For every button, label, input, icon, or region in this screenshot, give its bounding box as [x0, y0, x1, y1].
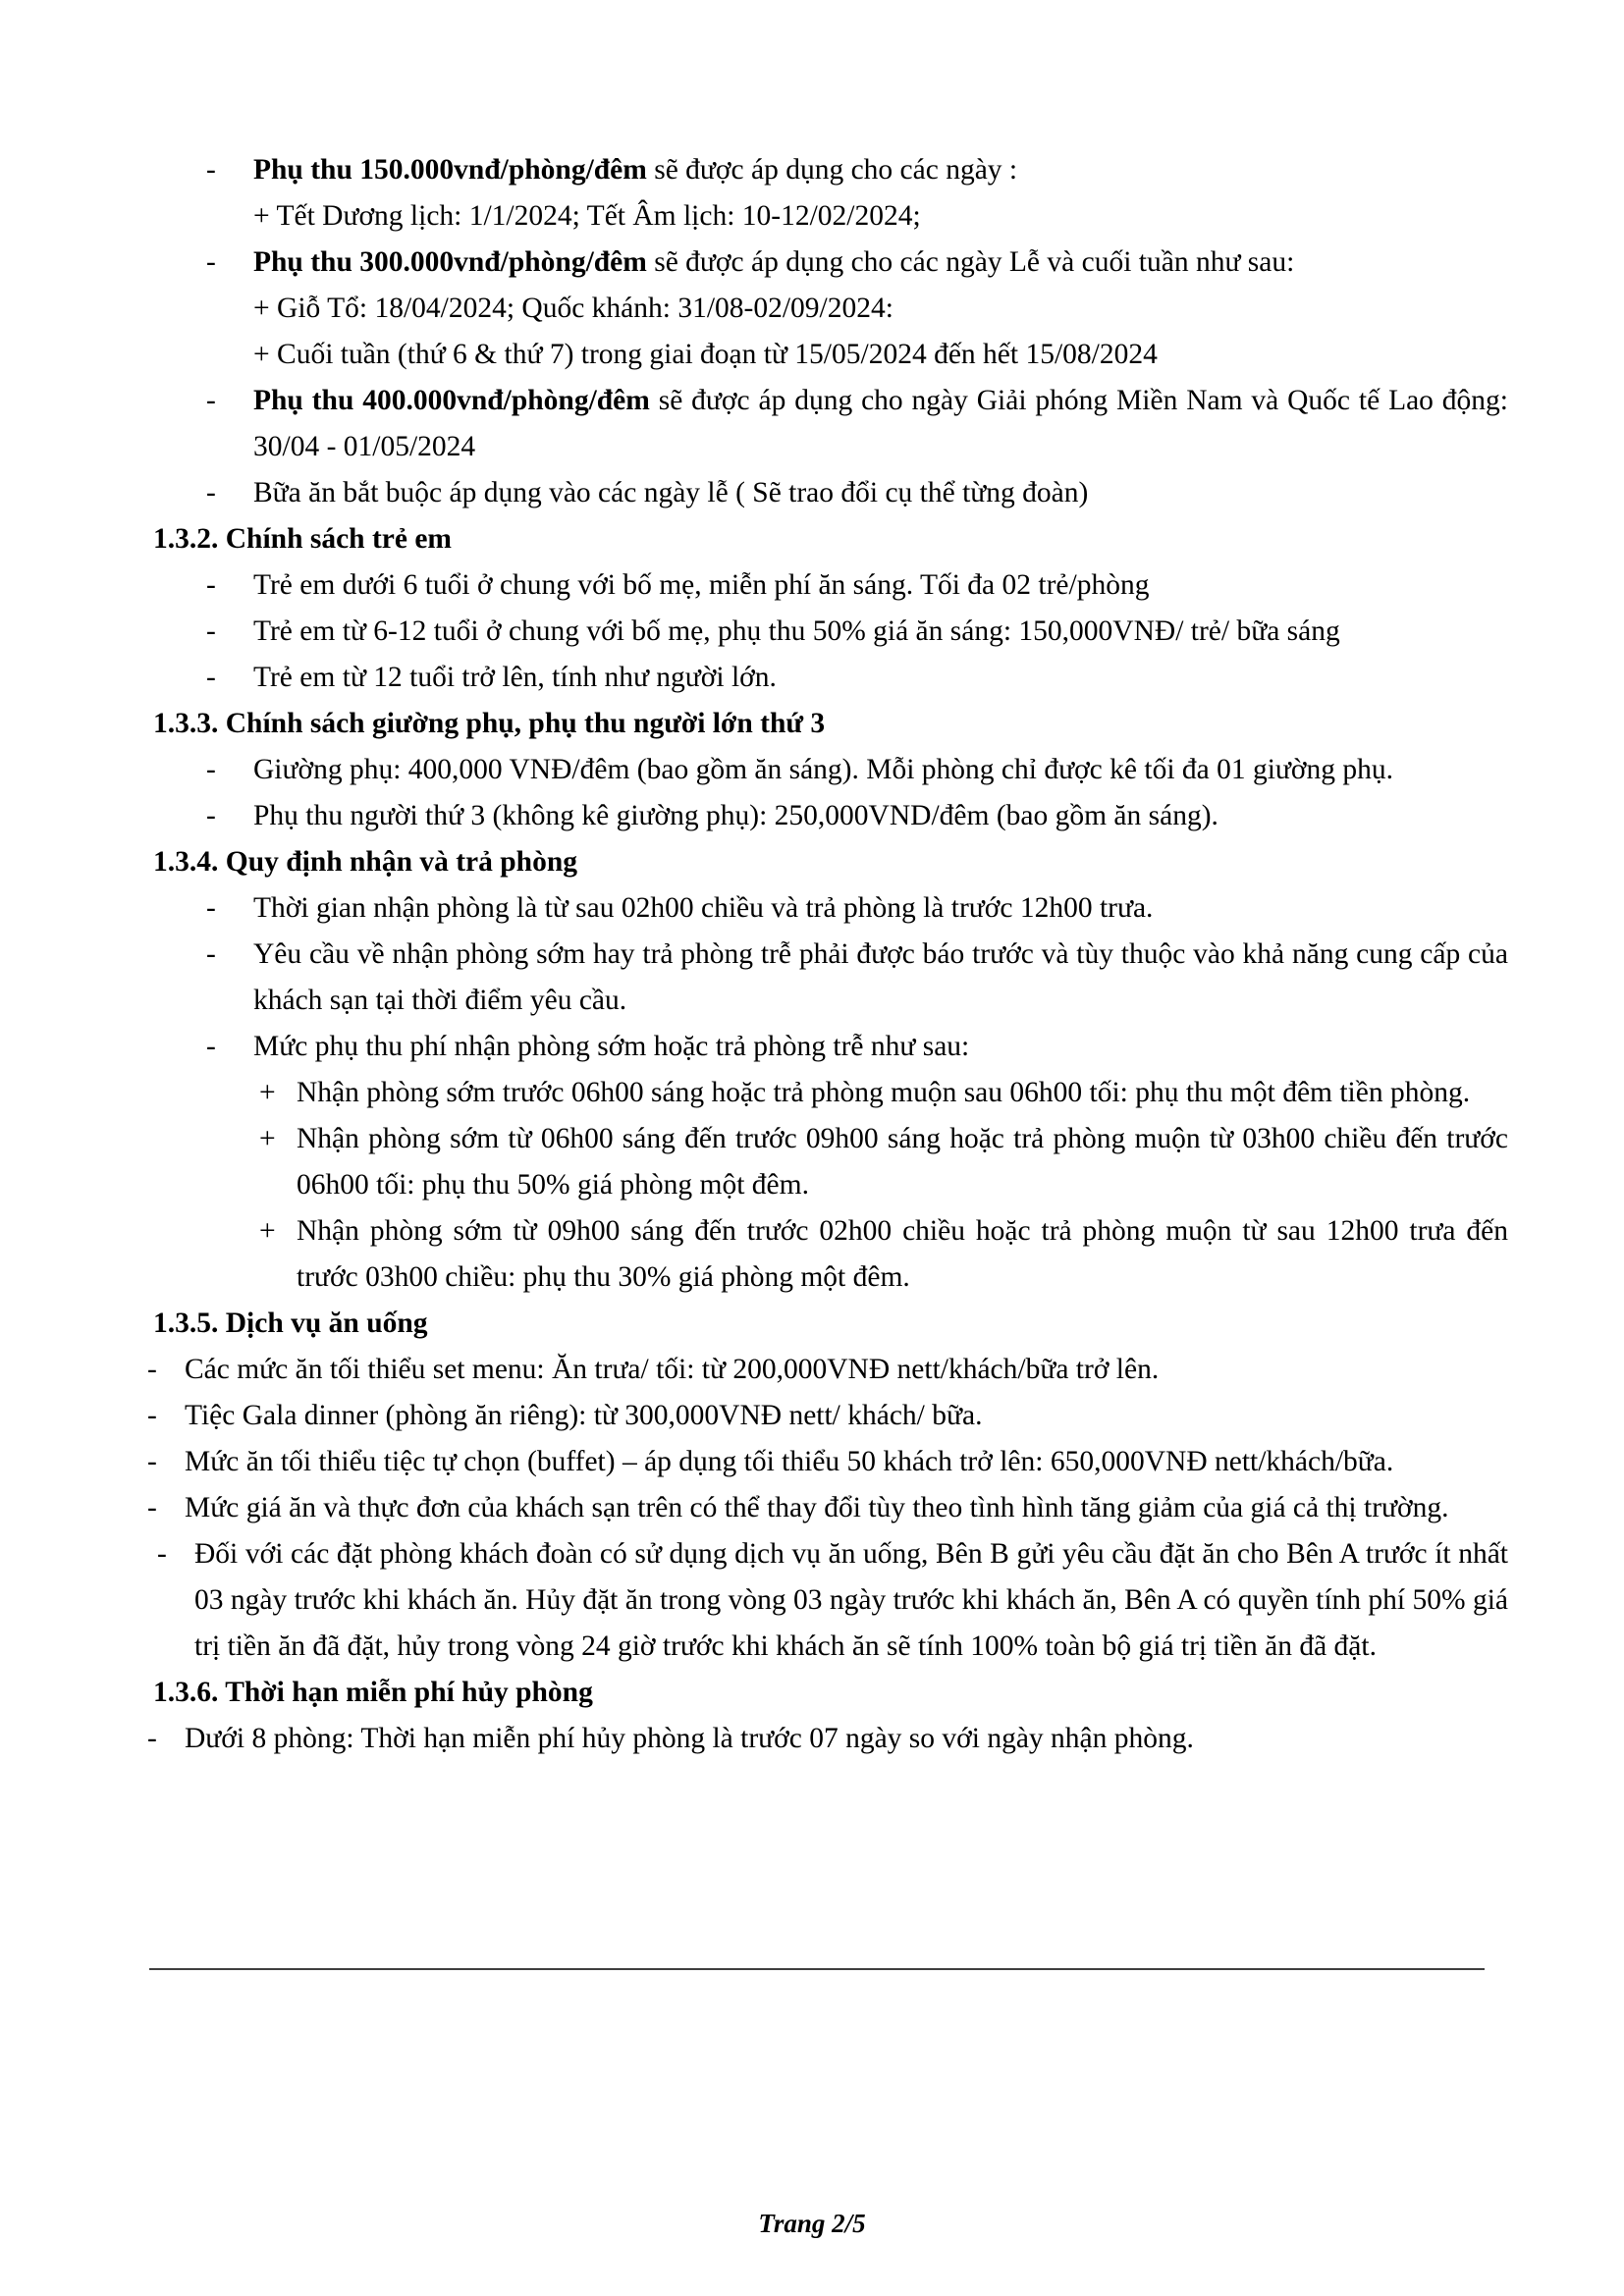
bullet-item [145, 1393, 1508, 1439]
bullet-text-rest: Đối với các đặt phòng khách đoàn có sử dụng dịch vụ ăn uống, Bên B gửi yêu cầu đặt ăn cho Bên A trước ít nhất 03 ngày trước khi khách ăn. Hủy đặt ăn trong vòng 03 ngày trước khi khách ăn, Bên A có quyền tính phí 50% giá trị tiền ăn đã đặt, hủy trong vòng 24 giờ trước khi khách ăn sẽ tính 100% toàn bộ giá trị tiền ăn đã đặt. [194, 1538, 1508, 1662]
bullet-text [253, 470, 1508, 516]
bullet-item [145, 470, 1508, 516]
bullet-text-rest: Phụ thu người thứ 3 (không kê giường phụ): 250,000VND/đêm (bao gồm ăn sáng). [253, 800, 1218, 831]
sub-detail-line: + Tết Dương lịch: 1/1/2024; Tết Âm lịch: 10-12/02/2024; [253, 200, 921, 232]
bullet-text-rest: sẽ được áp dụng cho các ngày : [646, 154, 1018, 186]
bullet-text [253, 609, 1508, 655]
bullet-text [185, 1485, 1508, 1531]
bullet-text-emphasis: Phụ thu 150.000vnđ/phòng/đêm [253, 154, 647, 186]
bullet-item [145, 240, 1508, 286]
bullet-item [145, 1024, 1508, 1070]
bullet-marker: - [206, 246, 216, 278]
bullet-text [297, 1116, 1508, 1208]
bullet-text-rest: Nhận phòng sớm trước 06h00 sáng hoặc trả phòng muộn sau 06h00 tối: phụ thu một đêm tiền phòng. [297, 1077, 1471, 1108]
bullet-item [145, 793, 1508, 839]
bullet-text-rest: Mức phụ thu phí nhận phòng sớm hoặc trả phòng trễ như sau: [253, 1031, 970, 1062]
bullet-marker: - [206, 754, 216, 785]
bullet-marker: - [206, 1031, 216, 1062]
bullet-item [145, 378, 1508, 470]
bullet-item [145, 562, 1508, 609]
footer-separator-rule [149, 1968, 1485, 1970]
bullet-text [253, 1024, 1508, 1070]
bullet-text-rest: Tiệc Gala dinner (phòng ăn riêng): từ 300,000VNĐ nett/ khách/ bữa. [185, 1400, 983, 1431]
bullet-item [145, 1208, 1508, 1301]
bullet-text [194, 1531, 1508, 1670]
bullet-text [253, 655, 1508, 701]
bullet-text-rest: sẽ được áp dụng cho các ngày Lễ và cuối tuần như sau: [646, 246, 1295, 278]
bullet-text-rest: Nhận phòng sớm từ 09h00 sáng đến trước 02h00 chiều hoặc trả phòng muộn từ sau 12h00 trưa đến trước 03h00 chiều: phụ thu 30% giá phòng một đêm. [297, 1215, 1508, 1293]
bullet-text [253, 932, 1508, 1024]
section-heading: 1.3.6. Thời hạn miễn phí hủy phòng [153, 1677, 593, 1708]
section-heading: 1.3.4. Quy định nhận và trả phòng [153, 846, 577, 878]
bullet-marker: + [259, 1123, 276, 1154]
bullet-marker: - [206, 477, 216, 508]
bullet-marker: - [147, 1400, 157, 1431]
bullet-item [145, 1485, 1508, 1531]
bullet-marker: - [206, 385, 216, 416]
page-footer: Trang 2/5 [758, 2209, 866, 2238]
bullet-text-rest: Mức giá ăn và thực đơn của khách sạn trên có thể thay đổi tùy theo tình hình tăng giảm của giá cả thị trường. [185, 1492, 1449, 1523]
bullet-text [253, 747, 1508, 793]
bullet-text-rest: Trẻ em dưới 6 tuổi ở chung với bố mẹ, miễn phí ăn sáng. Tối đa 02 trẻ/phòng [253, 569, 1150, 601]
bullet-item [145, 1347, 1508, 1393]
bullet-text [253, 885, 1508, 932]
bullet-marker: - [147, 1492, 157, 1523]
bullet-marker: - [206, 892, 216, 924]
bullet-text [253, 562, 1508, 609]
bullet-marker: - [147, 1446, 157, 1477]
bullet-item [145, 147, 1508, 193]
bullet-text [185, 1439, 1508, 1485]
bullet-item [145, 609, 1508, 655]
bullet-item [145, 1116, 1508, 1208]
sub-detail-line: + Cuối tuần (thứ 6 & thứ 7) trong giai đoạn từ 15/05/2024 đến hết 15/08/2024 [253, 339, 1158, 370]
bullet-marker: - [206, 938, 216, 970]
bullet-item [145, 1716, 1508, 1762]
bullet-text-rest: Giường phụ: 400,000 VNĐ/đêm (bao gồm ăn sáng). Mỗi phòng chỉ được kê tối đa 01 giường phụ. [253, 754, 1394, 785]
bullet-marker: + [259, 1077, 276, 1108]
bullet-marker: - [206, 615, 216, 647]
bullet-text-rest: Bữa ăn bắt buộc áp dụng vào các ngày lễ ( Sẽ trao đổi cụ thể từng đoàn) [253, 477, 1089, 508]
bullet-item [145, 747, 1508, 793]
bullet-marker: - [206, 154, 216, 186]
bullet-text-rest: Dưới 8 phòng: Thời hạn miễn phí hủy phòng là trước 07 ngày so với ngày nhận phòng. [185, 1723, 1194, 1754]
bullet-text [253, 793, 1508, 839]
document-body [145, 147, 1508, 1762]
bullet-item [145, 1531, 1508, 1670]
bullet-text [297, 1070, 1508, 1116]
bullet-text-rest: Các mức ăn tối thiểu set menu: Ăn trưa/ tối: từ 200,000VNĐ nett/khách/bữa trở lên. [185, 1354, 1160, 1385]
bullet-marker: - [206, 662, 216, 693]
bullet-text-rest: Thời gian nhận phòng là từ sau 02h00 chiều và trả phòng là trước 12h00 trưa. [253, 892, 1154, 924]
section-heading: 1.3.5. Dịch vụ ăn uống [153, 1308, 428, 1339]
bullet-text [253, 378, 1508, 470]
bullet-marker: - [206, 800, 216, 831]
sub-detail-line: + Giỗ Tổ: 18/04/2024; Quốc khánh: 31/08-02/09/2024: [253, 293, 893, 324]
bullet-item [145, 885, 1508, 932]
bullet-text [185, 1716, 1508, 1762]
bullet-item [145, 655, 1508, 701]
bullet-text [297, 1208, 1508, 1301]
bullet-text-rest: Yêu cầu về nhận phòng sớm hay trả phòng trễ phải được báo trước và tùy thuộc vào khả năng cung cấp của khách sạn tại thời điểm yêu cầu. [253, 938, 1508, 1016]
bullet-marker: + [259, 1215, 276, 1247]
section-heading: 1.3.3. Chính sách giường phụ, phụ thu người lớn thứ 3 [153, 708, 826, 739]
bullet-text-rest: Trẻ em từ 12 tuổi trở lên, tính như người lớn. [253, 662, 777, 693]
section-heading: 1.3.2. Chính sách trẻ em [153, 523, 453, 555]
bullet-text-rest: sẽ được áp dụng cho ngày Giải phóng Miền Nam và Quốc tế Lao động: 30/04 - 01/05/2024 [253, 385, 1508, 462]
bullet-text [185, 1393, 1508, 1439]
bullet-item [145, 932, 1508, 1024]
bullet-text [253, 240, 1508, 286]
bullet-marker: - [147, 1354, 157, 1385]
bullet-item [145, 1070, 1508, 1116]
bullet-marker: - [206, 569, 216, 601]
bullet-text [185, 1347, 1508, 1393]
bullet-text-rest: Trẻ em từ 6-12 tuổi ở chung với bố mẹ, phụ thu 50% giá ăn sáng: 150,000VNĐ/ trẻ/ bữa sáng [253, 615, 1340, 647]
bullet-text-rest: Mức ăn tối thiểu tiệc tự chọn (buffet) – áp dụng tối thiểu 50 khách trở lên: 650,000VNĐ nett/khách/bữa. [185, 1446, 1394, 1477]
bullet-text-emphasis: Phụ thu 300.000vnđ/phòng/đêm [253, 246, 647, 278]
bullet-marker: - [147, 1723, 157, 1754]
bullet-text-emphasis: Phụ thu 400.000vnđ/phòng/đêm [253, 385, 650, 416]
bullet-text-rest: Nhận phòng sớm từ 06h00 sáng đến trước 09h00 sáng hoặc trả phòng muộn từ 03h00 chiều đến trước 06h00 tối: phụ thu 50% giá phòng một đêm. [297, 1123, 1508, 1201]
bullet-marker: - [157, 1538, 167, 1570]
bullet-text [253, 147, 1508, 193]
bullet-item [145, 1439, 1508, 1485]
